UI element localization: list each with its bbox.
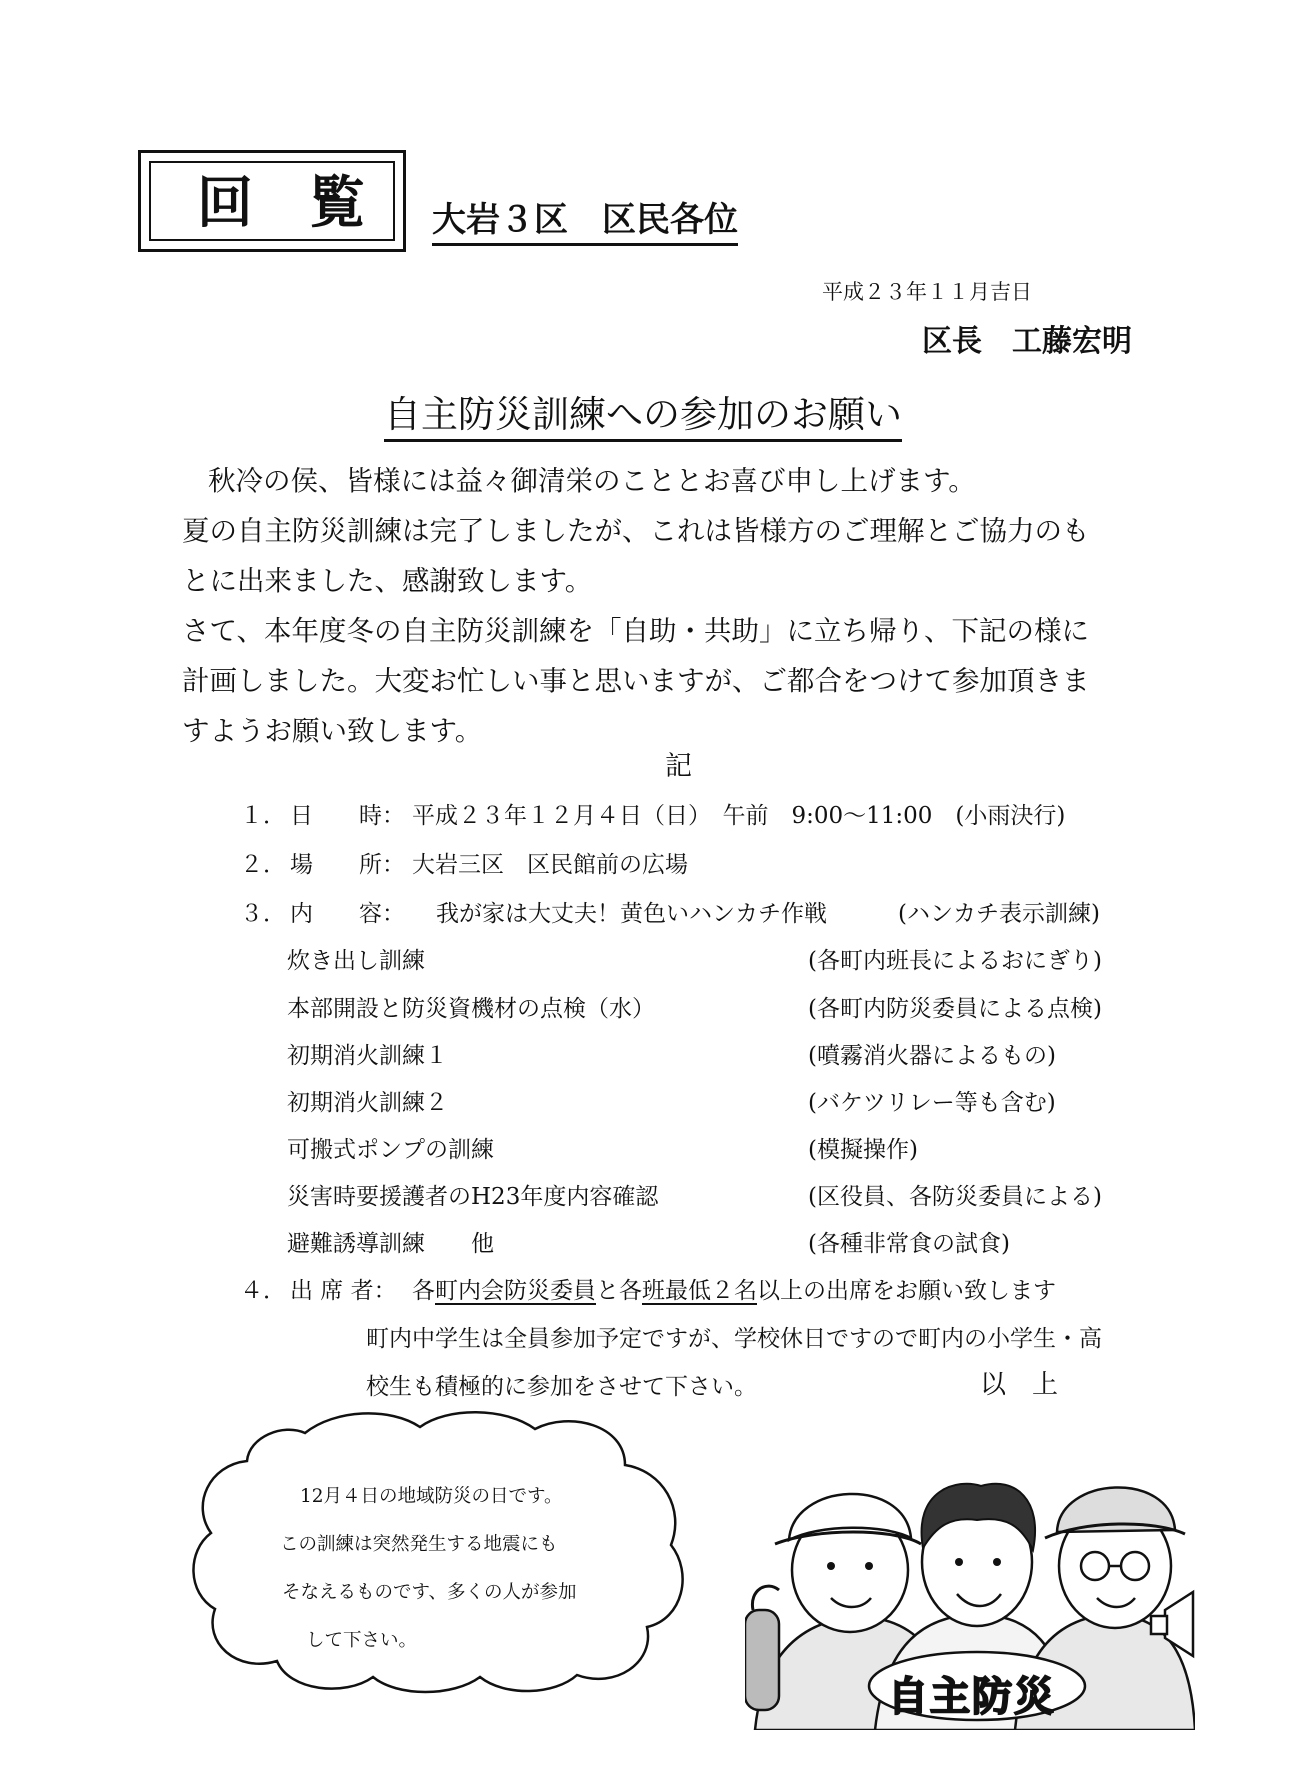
- item-value: 我が家は大丈夫！黄色いハンカチ作戦: [436, 901, 827, 927]
- body-line: 計画しました。大変お忙しい事と思いますが、ご都合をつけて参加頂きま: [182, 665, 1090, 697]
- item-label: 場 所：: [290, 852, 405, 878]
- issue-date: 平成２３年１１月吉日: [822, 280, 1032, 304]
- fire-extinguisher-icon: [745, 1610, 779, 1710]
- content-name: 初期消火訓練１: [287, 1043, 448, 1069]
- content-note: (バケツリレー等も含む): [808, 1090, 1056, 1116]
- content-note: (区役員、各防災委員による): [808, 1184, 1102, 1210]
- item-number: ２．: [240, 852, 286, 878]
- content-name: 災害時要援護者のH23年度内容確認: [287, 1184, 659, 1210]
- content-note: (各町内班長によるおにぎり): [808, 948, 1102, 974]
- notice-heading: 記: [665, 751, 692, 782]
- document-title: 自主防災訓練への参加のお願い: [384, 384, 902, 442]
- author: 区長 工藤宏明: [922, 324, 1132, 359]
- content-note: (各種非常食の試食): [808, 1231, 1010, 1257]
- item-label: 日 時：: [290, 803, 405, 829]
- content-name: 初期消火訓練２: [287, 1090, 448, 1116]
- content-name: 炊き出し訓練: [287, 948, 425, 974]
- body-line: さて、本年度冬の自主防災訓練を「自助・共助」に立ち帰り、下記の様に: [182, 615, 1089, 647]
- attendance-text: [412, 1272, 1056, 1305]
- content-name: 避難誘導訓練 他: [287, 1231, 494, 1257]
- kairan-stamp: [138, 150, 421, 252]
- content-note: (噴霧消火器によるもの): [808, 1043, 1056, 1069]
- item-value: 平成２３年１２月４日（日） 午前 9:00～11:00 (小雨決行): [412, 803, 1066, 829]
- body-line: すようお願い致します。: [182, 715, 483, 747]
- addressee: 大岩３区 区民各位: [432, 192, 738, 246]
- item-note: (ハンカチ表示訓練): [898, 901, 1100, 927]
- closing-mark: 以 上: [980, 1370, 1059, 1400]
- bubble-line: そなえるものです、多くの人が参加: [282, 1582, 577, 1603]
- item-label: 出 席 者：: [290, 1278, 397, 1304]
- bubble-line: この訓練は突然発生する地震にも: [280, 1534, 558, 1555]
- stamp-text: 回覧: [197, 171, 421, 236]
- attendance-pre: 各: [412, 1278, 435, 1304]
- content-note: (模擬操作): [808, 1137, 918, 1163]
- bubble-line: して下さい。: [306, 1630, 418, 1651]
- body-line: とに出来ました、感謝致します。: [182, 565, 593, 597]
- body-line: 秋冷の侯、皆様には益々御清栄のこととお喜び申し上げます。: [208, 465, 976, 497]
- content-note: (各町内防災委員による点検): [808, 996, 1102, 1022]
- attendance-line: 校生も積極的に参加をさせて下さい。: [366, 1374, 757, 1400]
- body-line: 夏の自主防災訓練は完了しましたが、これは皆様方のご理解とご協力のも: [182, 515, 1090, 547]
- attendance-underline-2: 班最低２名: [642, 1278, 757, 1304]
- content-name: 可搬式ポンプの訓練: [287, 1137, 494, 1163]
- item-number: ３．: [240, 901, 286, 927]
- attendance-line: 町内中学生は全員参加予定ですが、学校休日ですので町内の小学生・高: [366, 1326, 1102, 1352]
- illustration-caption: 自主防災: [888, 1674, 1056, 1720]
- item-number: ４．: [240, 1278, 286, 1304]
- attendance-mid: と各: [596, 1278, 642, 1304]
- item-number: １．: [240, 803, 286, 829]
- content-name: 本部開設と防災資機材の点検（水）: [287, 996, 655, 1022]
- attendance-post: 以上の出席をお願い致します: [757, 1278, 1056, 1304]
- bubble-line: 12月４日の地域防災の日です。: [300, 1486, 563, 1507]
- attendance-underline-1: 町内会防災委員: [435, 1278, 596, 1304]
- item-value: 大岩三区 区民館前の広場: [412, 852, 688, 878]
- item-label: 内 容：: [290, 901, 405, 927]
